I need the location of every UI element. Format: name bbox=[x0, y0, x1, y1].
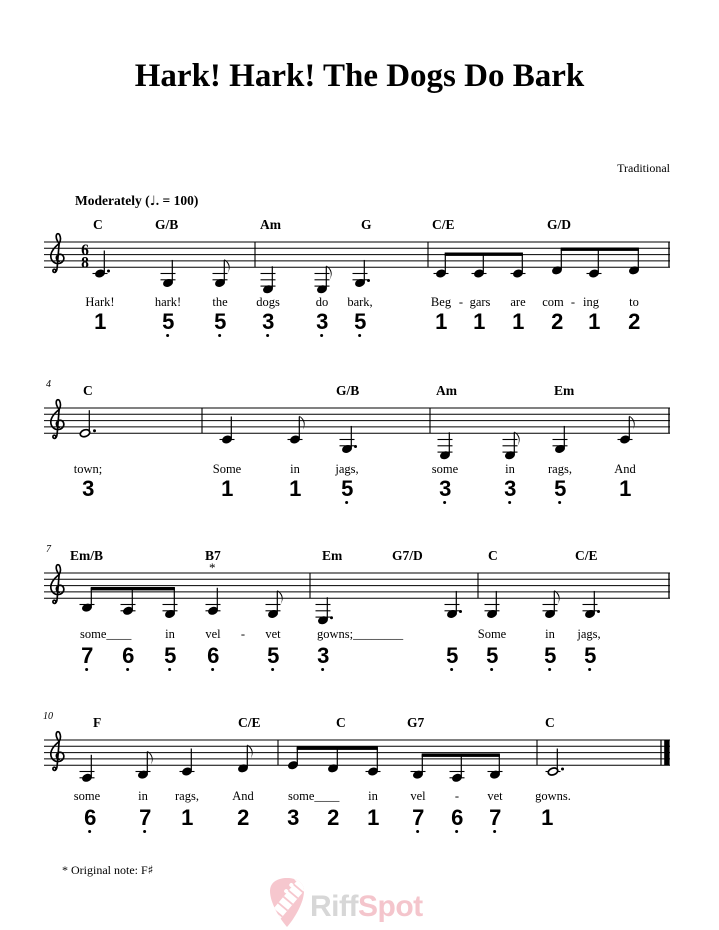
octave-dot bbox=[455, 830, 458, 833]
credit-traditional: Traditional bbox=[617, 161, 670, 175]
tempo-value: . = 100) bbox=[155, 193, 199, 208]
chord-label: G7 bbox=[407, 715, 425, 730]
scale-degree-digit: 5 bbox=[164, 643, 176, 668]
scale-degree-number bbox=[588, 309, 600, 337]
scale-degree-digit: 6 bbox=[207, 643, 219, 668]
lyric-syllable: And bbox=[614, 462, 636, 476]
scale-degree-digit: 3 bbox=[317, 643, 329, 668]
lyric-syllable: gowns. bbox=[535, 789, 571, 803]
scale-degree-number bbox=[473, 309, 485, 337]
scale-degree-digit: 6 bbox=[122, 643, 134, 668]
chord-label: G bbox=[361, 217, 372, 232]
chord-label: C/E bbox=[432, 217, 455, 232]
lyric-syllable: vel bbox=[205, 627, 221, 641]
scale-degree-digit: 2 bbox=[551, 309, 563, 334]
scale-degree-number bbox=[221, 476, 233, 504]
chord-label: C/E bbox=[575, 548, 598, 563]
octave-dot bbox=[88, 830, 91, 833]
octave-dot bbox=[490, 668, 493, 671]
lyric-syllable: are bbox=[510, 295, 526, 309]
chord-label: G/D bbox=[547, 217, 572, 232]
octave-dot bbox=[558, 501, 561, 504]
scale-degree-number bbox=[94, 309, 106, 337]
lyric-syllable: in bbox=[165, 627, 175, 641]
lyric-syllable: Hark! bbox=[85, 295, 115, 309]
lyric-syllable: jags, bbox=[577, 627, 601, 641]
footnote bbox=[62, 863, 153, 878]
scale-degree-number bbox=[551, 309, 563, 337]
scale-degree-digit: 1 bbox=[473, 309, 485, 334]
octave-dot bbox=[168, 668, 171, 671]
logo-spot: Spot bbox=[357, 890, 423, 923]
augmentation-dot bbox=[459, 610, 462, 613]
scale-degree-digit: 5 bbox=[267, 643, 279, 668]
chord-label: C bbox=[83, 383, 93, 398]
scale-degree-digit: 1 bbox=[367, 805, 379, 830]
scale-degree-number bbox=[504, 476, 516, 504]
scale-degree-number bbox=[81, 643, 93, 671]
chord-label: G7/D bbox=[392, 548, 423, 563]
lyric-syllable: some bbox=[431, 462, 459, 476]
octave-dot bbox=[266, 334, 269, 337]
chord-label: Em/B bbox=[70, 548, 104, 563]
scale-degree-number bbox=[584, 643, 596, 671]
beam bbox=[91, 587, 175, 590]
lyric-syllable: the bbox=[212, 295, 228, 309]
scale-degree-number bbox=[162, 309, 174, 337]
chord-label: B7 bbox=[205, 548, 221, 563]
chord-label: G/B bbox=[336, 383, 360, 398]
lyric-syllable: vel bbox=[410, 789, 426, 803]
scale-degree-digit: 1 bbox=[588, 309, 600, 334]
eighth-flag bbox=[299, 416, 304, 430]
scale-degree-digit: 1 bbox=[181, 805, 193, 830]
scale-degree-number bbox=[541, 805, 553, 833]
scale-degree-number bbox=[412, 805, 424, 833]
treble-clef-icon bbox=[51, 732, 64, 771]
scale-degree-digit: 1 bbox=[619, 476, 631, 501]
octave-dot bbox=[508, 501, 511, 504]
logo-text bbox=[310, 890, 423, 923]
octave-dot bbox=[588, 668, 591, 671]
scale-degree-number bbox=[237, 805, 249, 833]
octave-dot bbox=[493, 830, 496, 833]
scale-degree-digit: 3 bbox=[439, 476, 451, 501]
scale-degree-digit: 1 bbox=[94, 309, 106, 334]
lyric-syllable: town; bbox=[73, 462, 103, 476]
octave-dot bbox=[320, 334, 323, 337]
octave-dot bbox=[416, 830, 419, 833]
measure-number: 4 bbox=[46, 379, 51, 390]
scale-degree-digit: 3 bbox=[262, 309, 274, 334]
scale-degree-digit: 1 bbox=[435, 309, 447, 334]
page-title: Hark! Hark! The Dogs Do Bark bbox=[134, 58, 585, 94]
scale-degree-digit: 5 bbox=[486, 643, 498, 668]
beam bbox=[445, 253, 523, 256]
lyric-syllable: ing bbox=[583, 295, 599, 309]
tempo-word: Moderately bbox=[75, 193, 142, 208]
scale-degree-number bbox=[446, 643, 458, 671]
lyric-syllable: rags, bbox=[548, 462, 572, 476]
scale-degree-number bbox=[267, 643, 279, 671]
footnote-text: * Original note: F bbox=[62, 863, 148, 877]
beam bbox=[422, 754, 500, 757]
scale-degree-number bbox=[84, 805, 96, 833]
octave-dot bbox=[218, 334, 221, 337]
lyric-syllable: dogs bbox=[256, 295, 280, 309]
lyric-syllable: in bbox=[545, 627, 555, 641]
scale-degree-digit: 5 bbox=[341, 476, 353, 501]
asterisk-annotation: * bbox=[209, 560, 216, 575]
scale-degree-number bbox=[289, 476, 301, 504]
lyric-syllable: hark! bbox=[154, 295, 182, 309]
scale-degree-number bbox=[512, 309, 524, 337]
scale-degree-digit: 3 bbox=[82, 476, 94, 501]
lyric-syllable: rags, bbox=[175, 789, 199, 803]
lyric-syllable: - bbox=[570, 295, 576, 309]
scale-degree-number bbox=[82, 476, 94, 504]
augmentation-dot bbox=[367, 279, 370, 282]
scale-degree-number bbox=[207, 643, 219, 671]
octave-dot bbox=[345, 501, 348, 504]
scale-degree-number bbox=[489, 805, 501, 833]
octave-dot bbox=[548, 668, 551, 671]
lyric-syllable: in bbox=[505, 462, 515, 476]
augmentation-dot bbox=[330, 616, 333, 619]
scale-degree-digit: 1 bbox=[541, 805, 553, 830]
octave-dot bbox=[126, 668, 129, 671]
scale-degree-number bbox=[486, 643, 498, 671]
scale-degree-digit: 7 bbox=[139, 805, 151, 830]
octave-dot bbox=[443, 501, 446, 504]
scale-degree-digit: 7 bbox=[412, 805, 424, 830]
sharp-icon: ♯ bbox=[147, 863, 154, 877]
treble-clef-icon bbox=[51, 234, 64, 273]
riffspot-logo bbox=[266, 876, 476, 930]
scale-degree-number bbox=[139, 805, 151, 833]
lyric-syllable: some bbox=[73, 789, 101, 803]
lyric-syllable: com bbox=[542, 295, 564, 309]
lyric-syllable: in bbox=[138, 789, 148, 803]
lyric-syllable: vet bbox=[487, 789, 503, 803]
lyric-syllable: Some bbox=[212, 462, 242, 476]
lyric-syllable: jags, bbox=[335, 462, 359, 476]
lyric-syllable: And bbox=[232, 789, 254, 803]
chord-label: C bbox=[93, 217, 103, 232]
scale-degree-number bbox=[214, 309, 226, 337]
lyric-syllable: vet bbox=[265, 627, 281, 641]
scale-degree-digit: 3 bbox=[316, 309, 328, 334]
time-signature-upper: 6 bbox=[81, 241, 89, 259]
chord-label: Am bbox=[436, 383, 457, 398]
treble-clef-icon bbox=[51, 400, 64, 439]
scale-degree-digit: 5 bbox=[584, 643, 596, 668]
scale-degree-number bbox=[122, 643, 134, 671]
lyric-syllable: to bbox=[629, 295, 639, 309]
scale-degree-number bbox=[619, 476, 631, 504]
chord-label: G/B bbox=[155, 217, 179, 232]
scale-degree-number bbox=[544, 643, 556, 671]
scale-degree-digit: 7 bbox=[81, 643, 93, 668]
chord-label: C bbox=[336, 715, 346, 730]
chord-label: Em bbox=[322, 548, 343, 563]
tempo-paren-open: ( bbox=[141, 193, 150, 208]
scale-degree-digit: 5 bbox=[162, 309, 174, 334]
beam bbox=[297, 747, 378, 750]
measure-number: 7 bbox=[46, 544, 51, 555]
scale-degree-number bbox=[554, 476, 566, 504]
chord-label: C bbox=[488, 548, 498, 563]
augmentation-dot bbox=[597, 610, 600, 613]
lyric-syllable: bark, bbox=[347, 295, 373, 309]
scale-degree-digit: 2 bbox=[327, 805, 339, 830]
scale-degree-number bbox=[341, 476, 353, 504]
octave-dot bbox=[271, 668, 274, 671]
augmentation-dot bbox=[107, 270, 110, 273]
scale-degree-digit: 1 bbox=[512, 309, 524, 334]
scale-degree-digit: 3 bbox=[504, 476, 516, 501]
lyric-syllable: gowns;________ bbox=[317, 627, 404, 641]
logo-riff: Riff bbox=[310, 890, 358, 923]
octave-dot bbox=[166, 334, 169, 337]
lyric-syllable: gars bbox=[469, 295, 491, 309]
eighth-flag bbox=[629, 416, 634, 430]
lyric-syllable: some____ bbox=[80, 627, 132, 641]
augmentation-dot bbox=[354, 445, 357, 448]
scale-degree-digit: 6 bbox=[451, 805, 463, 830]
scale-degree-digit: 1 bbox=[289, 476, 301, 501]
scale-degree-digit: 6 bbox=[84, 805, 96, 830]
scale-degree-number bbox=[628, 309, 640, 337]
octave-dot bbox=[143, 830, 146, 833]
octave-dot bbox=[358, 334, 361, 337]
lyric-syllable: - bbox=[454, 789, 460, 803]
lyric-syllable: Some bbox=[477, 627, 507, 641]
scale-degree-number bbox=[367, 805, 379, 833]
lyric-syllable: - bbox=[458, 295, 464, 309]
augmentation-dot bbox=[561, 768, 564, 771]
scale-degree-digit: 3 bbox=[287, 805, 299, 830]
scale-degree-digit: 5 bbox=[214, 309, 226, 334]
final-barline-thick bbox=[664, 740, 669, 766]
chord-label: C bbox=[545, 715, 555, 730]
scale-degree-digit: 2 bbox=[237, 805, 249, 830]
scale-degree-number bbox=[435, 309, 447, 337]
scale-degree-number bbox=[327, 805, 339, 833]
beam bbox=[561, 248, 639, 251]
scale-degree-number bbox=[262, 309, 274, 337]
scale-degree-number bbox=[164, 643, 176, 671]
treble-clef-icon bbox=[51, 565, 64, 604]
quarter-note-icon: ♩ bbox=[149, 194, 156, 209]
scale-degree-digit: 5 bbox=[446, 643, 458, 668]
scale-degree-digit: 2 bbox=[628, 309, 640, 334]
chord-label: C/E bbox=[238, 715, 261, 730]
octave-dot bbox=[211, 668, 214, 671]
scale-degree-number bbox=[181, 805, 193, 833]
scale-degree-number bbox=[354, 309, 366, 337]
lyric-syllable: in bbox=[368, 789, 378, 803]
measure-number: 10 bbox=[43, 711, 53, 722]
lyric-syllable: Beg bbox=[430, 295, 452, 309]
augmentation-dot bbox=[93, 429, 96, 432]
lyric-syllable: - bbox=[240, 627, 246, 641]
lyric-syllable: do bbox=[315, 295, 329, 309]
scale-degree-number bbox=[439, 476, 451, 504]
octave-dot bbox=[450, 668, 453, 671]
time-signature-lower: 8 bbox=[81, 254, 89, 272]
chord-label: F bbox=[93, 715, 102, 730]
scale-degree-number bbox=[317, 643, 329, 671]
lyric-syllable: some____ bbox=[288, 789, 340, 803]
scale-degree-digit: 1 bbox=[221, 476, 233, 501]
lyric-syllable: in bbox=[290, 462, 300, 476]
chord-label: Am bbox=[260, 217, 281, 232]
scale-degree-digit: 7 bbox=[489, 805, 501, 830]
scale-degree-number bbox=[287, 805, 299, 833]
scale-degree-digit: 5 bbox=[554, 476, 566, 501]
octave-dot bbox=[85, 668, 88, 671]
scale-degree-digit: 5 bbox=[544, 643, 556, 668]
octave-dot bbox=[321, 668, 324, 671]
scale-degree-number bbox=[316, 309, 328, 337]
scale-degree-digit: 5 bbox=[354, 309, 366, 334]
scale-degree-number bbox=[451, 805, 463, 833]
chord-label: Em bbox=[554, 383, 575, 398]
